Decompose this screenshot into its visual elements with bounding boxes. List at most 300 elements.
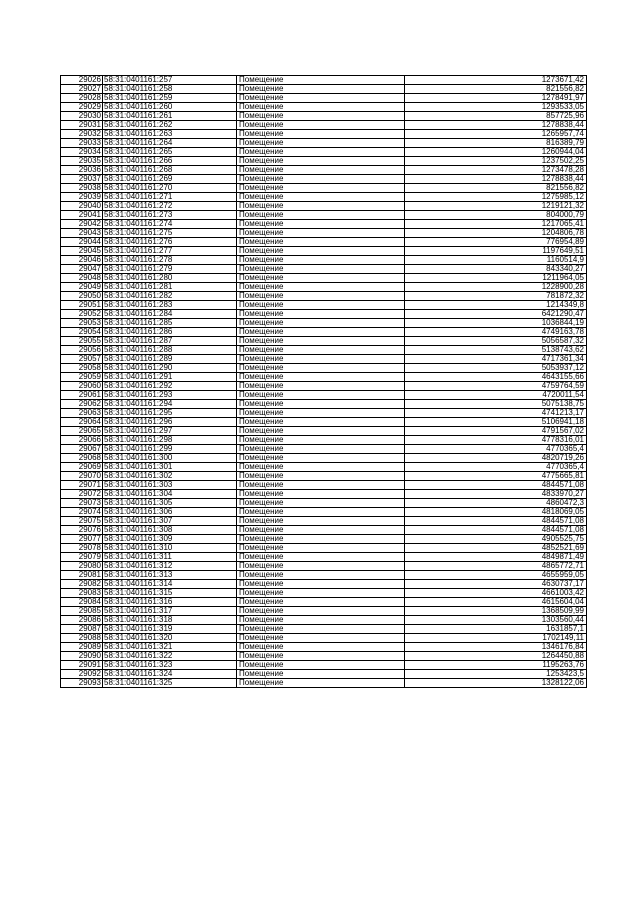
object-type-cell: Помещение: [237, 490, 405, 499]
object-type-cell: Помещение: [237, 220, 405, 229]
table-body: [61, 76, 587, 688]
cadastral-number-cell: 58:31:0401161:313: [103, 571, 237, 580]
object-type-cell: Помещение: [237, 634, 405, 643]
row-number-cell: 29038: [61, 184, 103, 193]
cadastral-number-cell: 58:31:0401161:309: [103, 535, 237, 544]
cadastral-value-cell: 1260944,04: [405, 148, 587, 157]
table-row: [61, 337, 587, 346]
cadastral-value-cell: 4865772,71: [405, 562, 587, 571]
row-number-cell: 29032: [61, 130, 103, 139]
cadastral-number-cell: 58:31:0401161:300: [103, 454, 237, 463]
row-number-cell: 29087: [61, 625, 103, 634]
row-number-cell: 29057: [61, 355, 103, 364]
table-row: [61, 409, 587, 418]
row-number-cell: 29060: [61, 382, 103, 391]
cadastral-value-cell: 1228900,28: [405, 283, 587, 292]
object-type-cell: Помещение: [237, 148, 405, 157]
object-type-cell: Помещение: [237, 193, 405, 202]
row-number-cell: 29049: [61, 283, 103, 292]
cadastral-number-cell: 58:31:0401161:296: [103, 418, 237, 427]
object-type-cell: Помещение: [237, 265, 405, 274]
object-type-cell: Помещение: [237, 607, 405, 616]
object-type-cell: Помещение: [237, 616, 405, 625]
cadastral-number-cell: 58:31:0401161:273: [103, 211, 237, 220]
row-number-cell: 29034: [61, 148, 103, 157]
table-row: [61, 391, 587, 400]
table-row: [61, 400, 587, 409]
cadastral-value-cell: 5106941,18: [405, 418, 587, 427]
row-number-cell: 29048: [61, 274, 103, 283]
row-number-cell: 29084: [61, 598, 103, 607]
cadastral-number-cell: 58:31:0401161:305: [103, 499, 237, 508]
table-row: [61, 328, 587, 337]
table-row: [61, 571, 587, 580]
object-type-cell: Помещение: [237, 103, 405, 112]
table-row: [61, 373, 587, 382]
cadastral-value-cell: 4741213,17: [405, 409, 587, 418]
cadastral-value-cell: 4833970,27: [405, 490, 587, 499]
table-row: [61, 643, 587, 652]
row-number-cell: 29092: [61, 670, 103, 679]
table-row: [61, 364, 587, 373]
object-type-cell: Помещение: [237, 247, 405, 256]
object-type-cell: Помещение: [237, 553, 405, 562]
cadastral-value-cell: 1217065,41: [405, 220, 587, 229]
cadastral-number-cell: 58:31:0401161:306: [103, 508, 237, 517]
row-number-cell: 29081: [61, 571, 103, 580]
row-number-cell: 29042: [61, 220, 103, 229]
table-row: [61, 661, 587, 670]
cadastral-value-cell: 1275985,12: [405, 193, 587, 202]
object-type-cell: Помещение: [237, 328, 405, 337]
table-row: [61, 211, 587, 220]
cadastral-value-cell: 1278838,44: [405, 121, 587, 130]
row-number-cell: 29037: [61, 175, 103, 184]
cadastral-value-cell: 1197649,51: [405, 247, 587, 256]
row-number-cell: 29074: [61, 508, 103, 517]
cadastral-number-cell: 58:31:0401161:284: [103, 310, 237, 319]
row-number-cell: 29061: [61, 391, 103, 400]
cadastral-number-cell: 58:31:0401161:285: [103, 319, 237, 328]
cadastral-number-cell: 58:31:0401161:266: [103, 157, 237, 166]
cadastral-number-cell: 58:31:0401161:290: [103, 364, 237, 373]
row-number-cell: 29065: [61, 427, 103, 436]
cadastral-number-cell: 58:31:0401161:294: [103, 400, 237, 409]
table-row: [61, 238, 587, 247]
cadastral-number-cell: 58:31:0401161:280: [103, 274, 237, 283]
table-row: [61, 634, 587, 643]
object-type-cell: Помещение: [237, 256, 405, 265]
object-type-cell: Помещение: [237, 157, 405, 166]
cadastral-number-cell: 58:31:0401161:259: [103, 94, 237, 103]
cadastral-value-cell: 5138743,62: [405, 346, 587, 355]
object-type-cell: Помещение: [237, 373, 405, 382]
cadastral-number-cell: 58:31:0401161:311: [103, 553, 237, 562]
row-number-cell: 29046: [61, 256, 103, 265]
table-row: [61, 139, 587, 148]
row-number-cell: 29068: [61, 454, 103, 463]
row-number-cell: 29083: [61, 589, 103, 598]
object-type-cell: Помещение: [237, 229, 405, 238]
cadastral-value-cell: 4905525,75: [405, 535, 587, 544]
object-type-cell: Помещение: [237, 445, 405, 454]
row-number-cell: 29033: [61, 139, 103, 148]
cadastral-number-cell: 58:31:0401161:287: [103, 337, 237, 346]
cadastral-number-cell: 58:31:0401161:278: [103, 256, 237, 265]
cadastral-value-cell: 5053937,12: [405, 364, 587, 373]
table-row: [61, 301, 587, 310]
object-type-cell: Помещение: [237, 427, 405, 436]
table-row: [61, 247, 587, 256]
row-number-cell: 29050: [61, 292, 103, 301]
object-type-cell: Помещение: [237, 301, 405, 310]
table-row: [61, 625, 587, 634]
object-type-cell: Помещение: [237, 175, 405, 184]
cadastral-number-cell: 58:31:0401161:292: [103, 382, 237, 391]
cadastral-value-cell: 1264450,88: [405, 652, 587, 661]
cadastral-value-cell: 4643155,66: [405, 373, 587, 382]
cadastral-value-cell: 4820719,26: [405, 454, 587, 463]
cadastral-value-cell: 1702149,11: [405, 634, 587, 643]
cadastral-number-cell: 58:31:0401161:299: [103, 445, 237, 454]
row-number-cell: 29041: [61, 211, 103, 220]
cadastral-number-cell: 58:31:0401161:303: [103, 481, 237, 490]
row-number-cell: 29077: [61, 535, 103, 544]
object-type-cell: Помещение: [237, 400, 405, 409]
table-row: [61, 355, 587, 364]
table-row: [61, 580, 587, 589]
row-number-cell: 29062: [61, 400, 103, 409]
object-type-cell: Помещение: [237, 238, 405, 247]
cadastral-number-cell: 58:31:0401161:321: [103, 643, 237, 652]
cadastral-number-cell: 58:31:0401161:291: [103, 373, 237, 382]
cadastral-value-cell: 1211964,05: [405, 274, 587, 283]
object-type-cell: Помещение: [237, 571, 405, 580]
object-type-cell: Помещение: [237, 364, 405, 373]
table-row: [61, 463, 587, 472]
cadastral-number-cell: 58:31:0401161:320: [103, 634, 237, 643]
table-row: [61, 310, 587, 319]
object-type-cell: Помещение: [237, 643, 405, 652]
row-number-cell: 29075: [61, 517, 103, 526]
row-number-cell: 29063: [61, 409, 103, 418]
row-number-cell: 29027: [61, 85, 103, 94]
cadastral-number-cell: 58:31:0401161:271: [103, 193, 237, 202]
cadastral-number-cell: 58:31:0401161:268: [103, 166, 237, 175]
cadastral-value-cell: 4770365,4: [405, 463, 587, 472]
object-type-cell: Помещение: [237, 310, 405, 319]
object-type-cell: Помещение: [237, 544, 405, 553]
table-row: [61, 517, 587, 526]
row-number-cell: 29066: [61, 436, 103, 445]
object-type-cell: Помещение: [237, 202, 405, 211]
cadastral-number-cell: 58:31:0401161:274: [103, 220, 237, 229]
object-type-cell: Помещение: [237, 283, 405, 292]
row-number-cell: 29067: [61, 445, 103, 454]
cadastral-value-cell: 1273671,42: [405, 76, 587, 85]
cadastral-number-cell: 58:31:0401161:298: [103, 436, 237, 445]
object-type-cell: Помещение: [237, 436, 405, 445]
row-number-cell: 29029: [61, 103, 103, 112]
cadastral-number-cell: 58:31:0401161:322: [103, 652, 237, 661]
table-row: [61, 598, 587, 607]
object-type-cell: Помещение: [237, 625, 405, 634]
object-type-cell: Помещение: [237, 670, 405, 679]
cadastral-value-cell: 4770365,4: [405, 445, 587, 454]
cadastral-value-cell: 4818069,05: [405, 508, 587, 517]
row-number-cell: 29047: [61, 265, 103, 274]
table-row: [61, 508, 587, 517]
cadastral-value-cell: 4860472,3: [405, 499, 587, 508]
cadastral-value-cell: 1237502,25: [405, 157, 587, 166]
object-type-cell: Помещение: [237, 319, 405, 328]
object-type-cell: Помещение: [237, 130, 405, 139]
cadastral-value-cell: 1368509,99: [405, 607, 587, 616]
cadastral-value-cell: 4615604,04: [405, 598, 587, 607]
object-type-cell: Помещение: [237, 382, 405, 391]
object-type-cell: Помещение: [237, 679, 405, 688]
row-number-cell: 29088: [61, 634, 103, 643]
cadastral-number-cell: 58:31:0401161:316: [103, 598, 237, 607]
cadastral-value-cell: 6421290,47: [405, 310, 587, 319]
cadastral-value-cell: 4749163,78: [405, 328, 587, 337]
table-row: [61, 112, 587, 121]
table-row: [61, 553, 587, 562]
cadastral-number-cell: 58:31:0401161:308: [103, 526, 237, 535]
object-type-cell: Помещение: [237, 508, 405, 517]
object-type-cell: Помещение: [237, 589, 405, 598]
row-number-cell: 29072: [61, 490, 103, 499]
row-number-cell: 29040: [61, 202, 103, 211]
row-number-cell: 29051: [61, 301, 103, 310]
cadastral-value-cell: 4630737,17: [405, 580, 587, 589]
cadastral-number-cell: 58:31:0401161:295: [103, 409, 237, 418]
cadastral-number-cell: 58:31:0401161:269: [103, 175, 237, 184]
cadastral-value-cell: 4791567,02: [405, 427, 587, 436]
object-type-cell: Помещение: [237, 454, 405, 463]
object-type-cell: Помещение: [237, 418, 405, 427]
cadastral-value-cell: 4778316,01: [405, 436, 587, 445]
object-type-cell: Помещение: [237, 499, 405, 508]
cadastral-value-cell: 1303560,44: [405, 616, 587, 625]
cadastral-value-cell: 804000,79: [405, 211, 587, 220]
object-type-cell: Помещение: [237, 166, 405, 175]
cadastral-value-cell: 4844571,08: [405, 517, 587, 526]
cadastral-value-cell: 781872,32: [405, 292, 587, 301]
cadastral-value-cell: 1214349,8: [405, 301, 587, 310]
cadastral-value-cell: 1293533,05: [405, 103, 587, 112]
row-number-cell: 29093: [61, 679, 103, 688]
cadastral-number-cell: 58:31:0401161:270: [103, 184, 237, 193]
cadastral-value-cell: 1265957,74: [405, 130, 587, 139]
cadastral-value-cell: 1253423,5: [405, 670, 587, 679]
row-number-cell: 29052: [61, 310, 103, 319]
cadastral-value-cell: 5075138,75: [405, 400, 587, 409]
row-number-cell: 29090: [61, 652, 103, 661]
row-number-cell: 29031: [61, 121, 103, 130]
object-type-cell: Помещение: [237, 346, 405, 355]
object-type-cell: Помещение: [237, 526, 405, 535]
table-row: [61, 85, 587, 94]
row-number-cell: 29089: [61, 643, 103, 652]
cadastral-number-cell: 58:31:0401161:272: [103, 202, 237, 211]
row-number-cell: 29076: [61, 526, 103, 535]
cadastral-number-cell: 58:31:0401161:286: [103, 328, 237, 337]
cadastral-value-cell: 1346176,84: [405, 643, 587, 652]
table-row: [61, 607, 587, 616]
table-row: [61, 256, 587, 265]
row-number-cell: 29043: [61, 229, 103, 238]
table-row: [61, 283, 587, 292]
cadastral-value-cell: 4720011,54: [405, 391, 587, 400]
table-row: [61, 427, 587, 436]
cadastral-number-cell: 58:31:0401161:310: [103, 544, 237, 553]
cadastral-number-cell: 58:31:0401161:288: [103, 346, 237, 355]
table-row: [61, 220, 587, 229]
cadastral-value-cell: 1204806,78: [405, 229, 587, 238]
cadastral-number-cell: 58:31:0401161:307: [103, 517, 237, 526]
cadastral-value-cell: 4775665,81: [405, 472, 587, 481]
row-number-cell: 29053: [61, 319, 103, 328]
cadastral-number-cell: 58:31:0401161:275: [103, 229, 237, 238]
table-row: [61, 103, 587, 112]
table-row: [61, 346, 587, 355]
cadastral-value-cell: 4844571,08: [405, 526, 587, 535]
row-number-cell: 29055: [61, 337, 103, 346]
cadastral-number-cell: 58:31:0401161:261: [103, 112, 237, 121]
cadastral-value-cell: 1036844,19: [405, 319, 587, 328]
cadastral-number-cell: 58:31:0401161:323: [103, 661, 237, 670]
row-number-cell: 29059: [61, 373, 103, 382]
cadastral-value-cell: 4844571,08: [405, 481, 587, 490]
cadastral-value-cell: 821556,82: [405, 184, 587, 193]
object-type-cell: Помещение: [237, 184, 405, 193]
row-number-cell: 29080: [61, 562, 103, 571]
cadastral-number-cell: 58:31:0401161:265: [103, 148, 237, 157]
object-type-cell: Помещение: [237, 472, 405, 481]
table-row: [61, 535, 587, 544]
table-row: [61, 652, 587, 661]
cadastral-number-cell: 58:31:0401161:318: [103, 616, 237, 625]
cadastral-number-cell: 58:31:0401161:264: [103, 139, 237, 148]
cadastral-value-cell: 857725,96: [405, 112, 587, 121]
object-type-cell: Помещение: [237, 481, 405, 490]
table-row: [61, 436, 587, 445]
table-row: [61, 679, 587, 688]
cadastral-value-cell: 4661003,42: [405, 589, 587, 598]
object-type-cell: Помещение: [237, 355, 405, 364]
cadastral-value-cell: 1278491,97: [405, 94, 587, 103]
table-row: [61, 589, 587, 598]
cadastral-number-cell: 58:31:0401161:277: [103, 247, 237, 256]
cadastral-value-cell: 4655959,05: [405, 571, 587, 580]
cadastral-number-cell: 58:31:0401161:324: [103, 670, 237, 679]
row-number-cell: 29028: [61, 94, 103, 103]
row-number-cell: 29086: [61, 616, 103, 625]
table-row: [61, 526, 587, 535]
row-number-cell: 29073: [61, 499, 103, 508]
cadastral-value-cell: 1273478,28: [405, 166, 587, 175]
table-row: [61, 454, 587, 463]
row-number-cell: 29064: [61, 418, 103, 427]
cadastral-value-cell: 4717361,34: [405, 355, 587, 364]
table-row: [61, 319, 587, 328]
table-row: [61, 157, 587, 166]
object-type-cell: Помещение: [237, 211, 405, 220]
cadastral-value-cell: 776954,89: [405, 238, 587, 247]
cadastral-value-cell: 1278838,44: [405, 175, 587, 184]
cadastral-number-cell: 58:31:0401161:314: [103, 580, 237, 589]
object-type-cell: Помещение: [237, 652, 405, 661]
row-number-cell: 29026: [61, 76, 103, 85]
cadastral-value-cell: 843340,27: [405, 265, 587, 274]
table-row: [61, 94, 587, 103]
table-row: [61, 166, 587, 175]
table-row: [61, 382, 587, 391]
table-row: [61, 445, 587, 454]
cadastral-number-cell: 58:31:0401161:263: [103, 130, 237, 139]
object-type-cell: Помещение: [237, 409, 405, 418]
table-row: [61, 490, 587, 499]
table-row: [61, 292, 587, 301]
cadastral-value-table: [60, 75, 587, 688]
cadastral-number-cell: 58:31:0401161:319: [103, 625, 237, 634]
cadastral-value-cell: 1195263,76: [405, 661, 587, 670]
cadastral-number-cell: 58:31:0401161:276: [103, 238, 237, 247]
row-number-cell: 29069: [61, 463, 103, 472]
table-row: [61, 472, 587, 481]
row-number-cell: 29054: [61, 328, 103, 337]
table-row: [61, 229, 587, 238]
cadastral-number-cell: 58:31:0401161:289: [103, 355, 237, 364]
table-row: [61, 148, 587, 157]
cadastral-number-cell: 58:31:0401161:281: [103, 283, 237, 292]
cadastral-value-cell: 5056587,32: [405, 337, 587, 346]
object-type-cell: Помещение: [237, 463, 405, 472]
cadastral-number-cell: 58:31:0401161:262: [103, 121, 237, 130]
table-row: [61, 193, 587, 202]
object-type-cell: Помещение: [237, 661, 405, 670]
table-row: [61, 481, 587, 490]
object-type-cell: Помещение: [237, 94, 405, 103]
row-number-cell: 29056: [61, 346, 103, 355]
table-row: [61, 670, 587, 679]
object-type-cell: Помещение: [237, 580, 405, 589]
table-row: [61, 121, 587, 130]
cadastral-value-cell: 4852521,69: [405, 544, 587, 553]
object-type-cell: Помещение: [237, 121, 405, 130]
cadastral-number-cell: 58:31:0401161:282: [103, 292, 237, 301]
table-row: [61, 202, 587, 211]
row-number-cell: 29044: [61, 238, 103, 247]
object-type-cell: Помещение: [237, 76, 405, 85]
object-type-cell: Помещение: [237, 85, 405, 94]
table-row: [61, 499, 587, 508]
cadastral-number-cell: 58:31:0401161:317: [103, 607, 237, 616]
table-row: [61, 265, 587, 274]
cadastral-value-cell: 1219121,32: [405, 202, 587, 211]
row-number-cell: 29045: [61, 247, 103, 256]
cadastral-number-cell: 58:31:0401161:283: [103, 301, 237, 310]
row-number-cell: 29082: [61, 580, 103, 589]
row-number-cell: 29091: [61, 661, 103, 670]
row-number-cell: 29036: [61, 166, 103, 175]
cadastral-value-cell: 821556,82: [405, 85, 587, 94]
cadastral-number-cell: 58:31:0401161:257: [103, 76, 237, 85]
object-type-cell: Помещение: [237, 292, 405, 301]
row-number-cell: 29085: [61, 607, 103, 616]
table-row: [61, 616, 587, 625]
